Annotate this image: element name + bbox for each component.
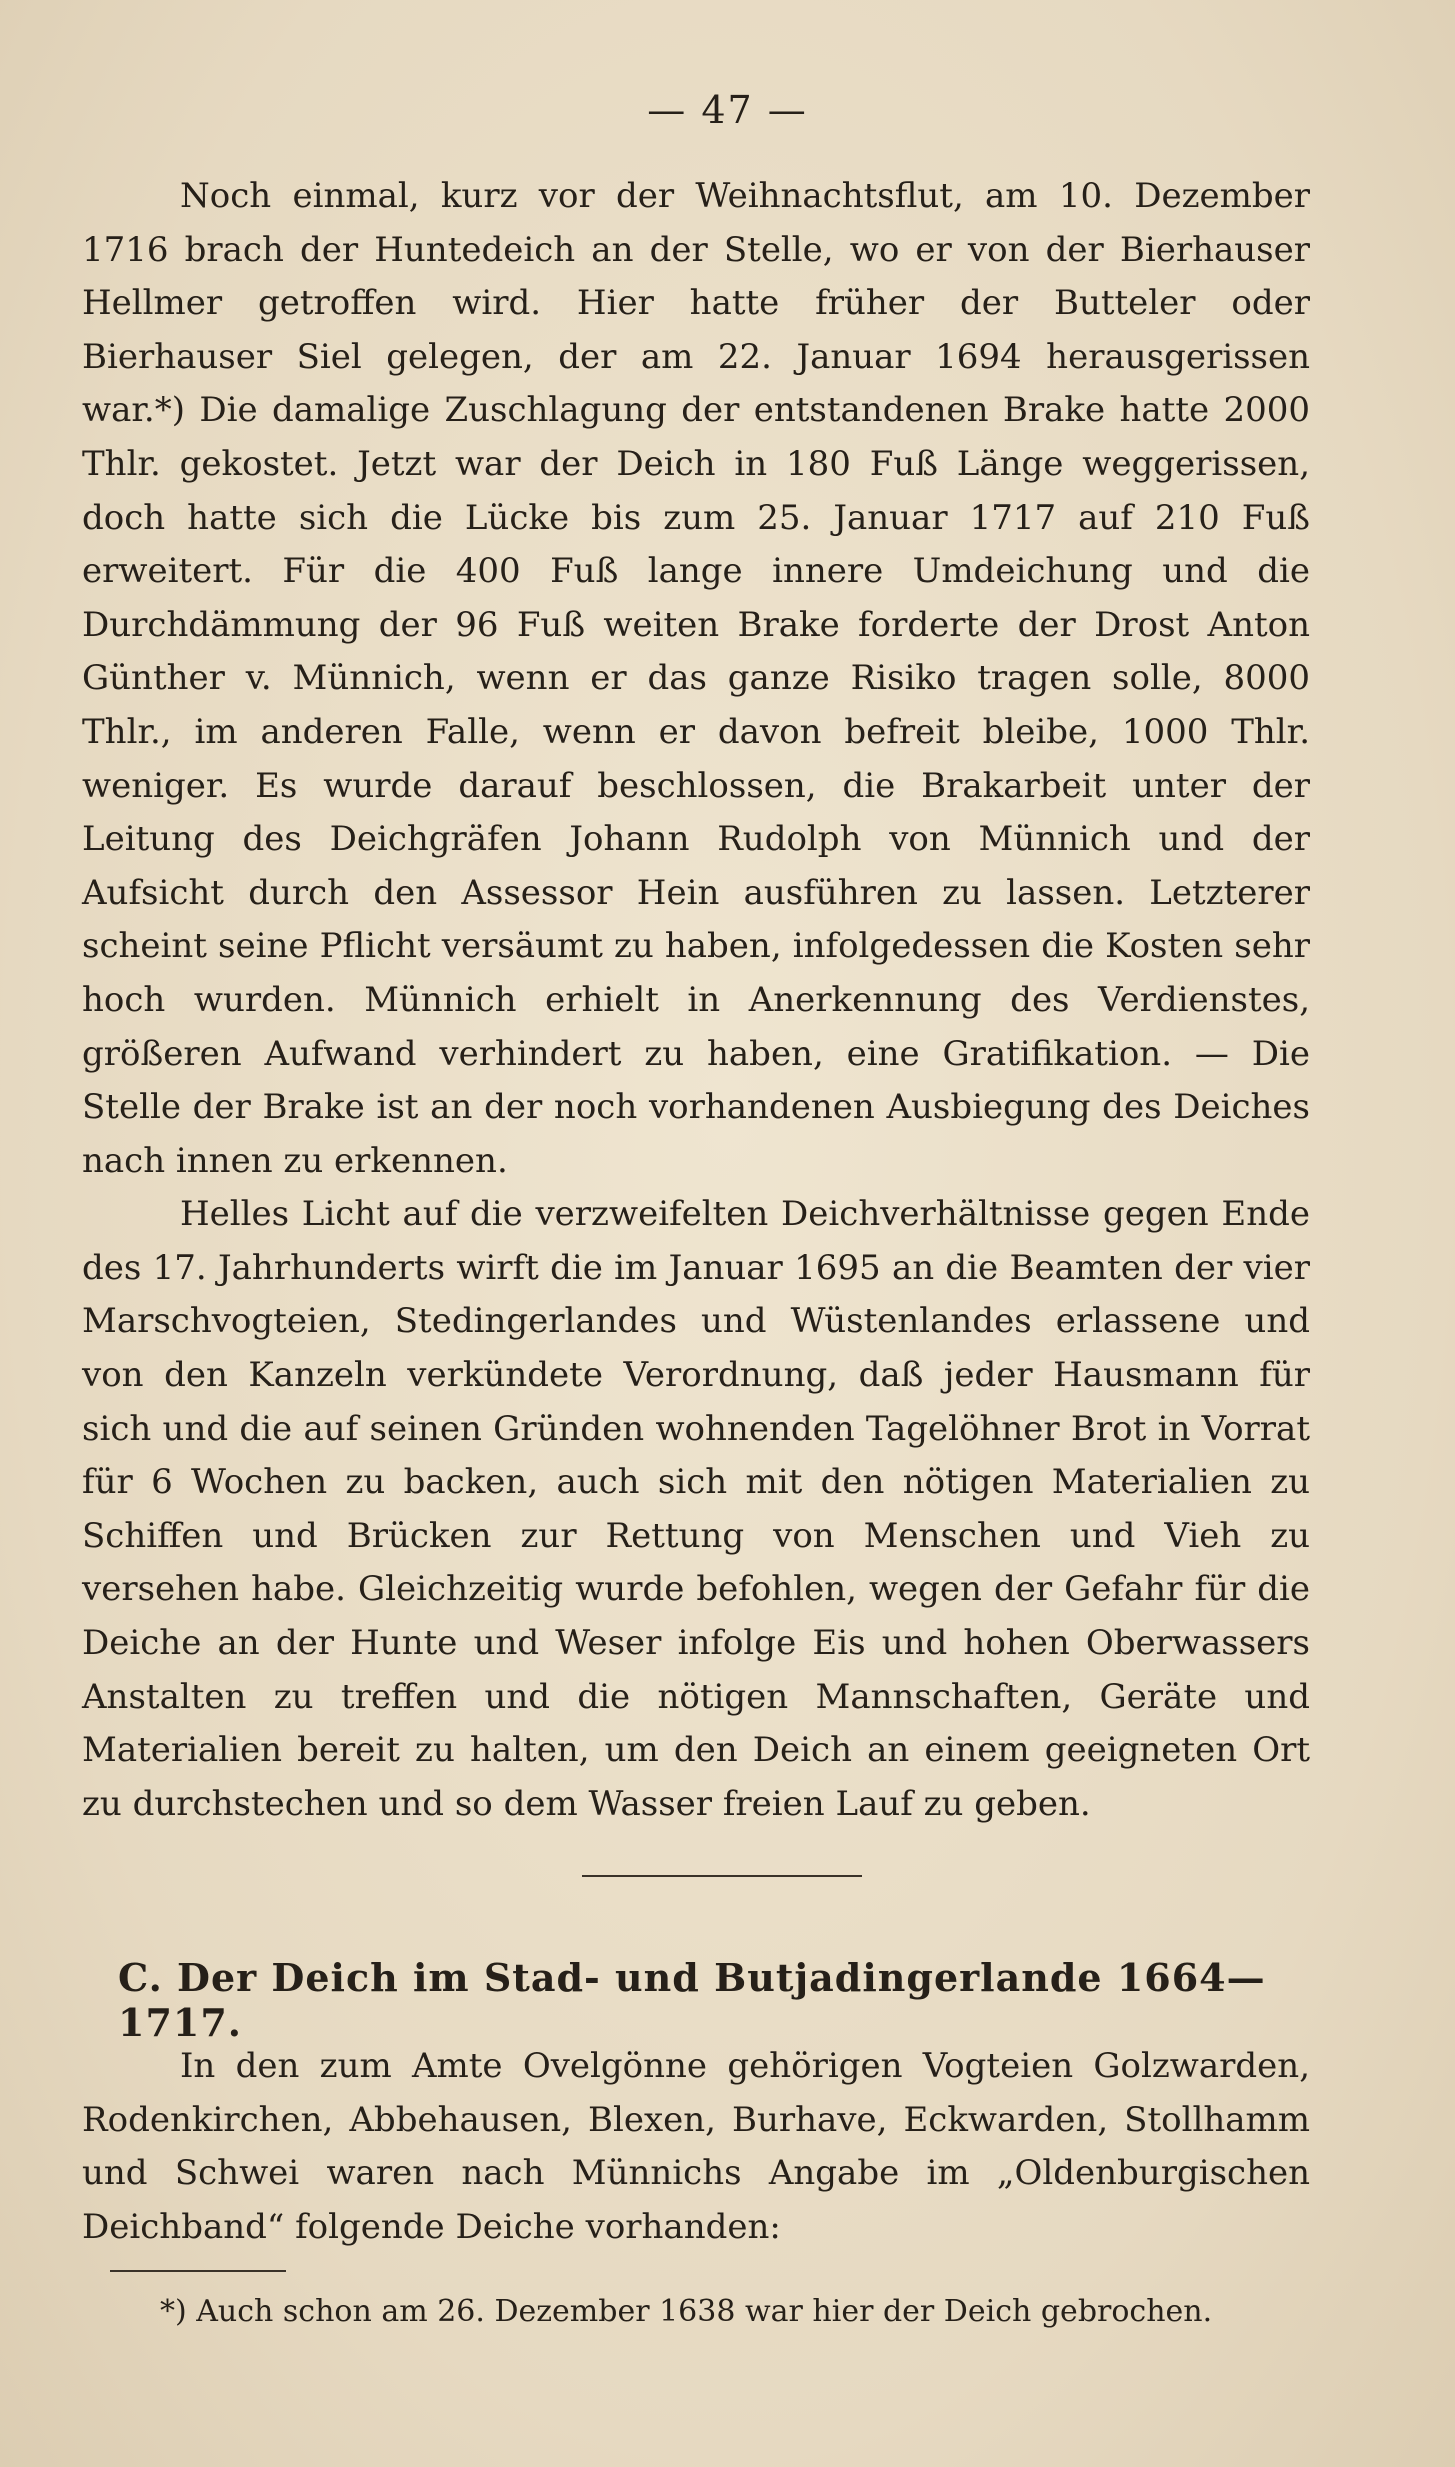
section-text: [82, 2040, 1310, 2254]
section-heading: C. Der Deich im Stad- und Butjadingerlande 1664—1717.: [118, 1955, 1266, 2045]
section-divider: [582, 1875, 862, 1877]
paragraph: Helles Licht auf die verzweifelten Deichverhältnisse gegen Ende des 17. Jahrhunderts wirft die im Januar 1695 an die Beamten der vier Marschvogteien, Stedingerlandes und Wüstenlandes erlassene und von den Kanzeln verkündete Verordnung, daß jeder Hausmann für sich und die auf seinen Gründen wohnenden Tagelöhner Brot in Vorrat für 6 Wochen zu backen, auch sich mit den nötigen Materialien zu Schiffen und Brücken zur Rettung von Menschen und Vieh zu versehen habe. Gleichzeitig wurde befohlen, wegen der Gefahr für die Deiche an der Hunte und Weser infolge Eis und hohen Oberwassers Anstalten zu treffen und die nötigen Mannschaften, Geräte und Materialien bereit zu halten, um den Deich an einem geeigneten Ort zu durchstechen und so dem Wasser freien Lauf zu geben.: [82, 1194, 1310, 1824]
footnote-divider: [110, 2270, 286, 2272]
paragraph: In den zum Amte Ovelgönne gehörigen Vogteien Golzwarden, Rodenkirchen, Abbehausen, Blexen, Burhave, Eckwarden, Stollhamm und Schwei waren nach Münnichs Angabe im „Oldenburgischen Deichband“ folgende Deiche vorhanden:: [82, 2046, 1310, 2247]
main-text: [82, 170, 1310, 1831]
page-number: — 47 —: [647, 88, 808, 132]
paragraph: Noch einmal, kurz vor der Weihnachtsflut, am 10. Dezember 1716 brach der Huntedeich an der Stelle, wo er von der Bierhauser Hellmer getroffen wird. Hier hatte früher der Butteler oder Bierhauser Siel gelegen, der am 22. Januar 1694 herausgerissen war.*) Die damalige Zuschlagung der entstandenen Brake hatte 2000 Thlr. gekostet. Jetzt war der Deich in 180 Fuß Länge weggerissen, doch hatte sich die Lücke bis zum 25. Januar 1717 auf 210 Fuß erweitert. Für die 400 Fuß lange innere Umdeichung und die Durchdämmung der 96 Fuß weiten Brake forderte der Drost Anton Günther v. Münnich, wenn er das ganze Risiko tragen solle, 8000 Thlr., im anderen Falle, wenn er davon befreit bleibe, 1000 Thlr. weniger. Es wurde darauf beschlossen, die Brakarbeit unter der Leitung des Deichgräfen Johann Rudolph von Münnich und der Aufsicht durch den Assessor Hein ausführen zu lassen. Letzterer scheint seine Pflicht versäumt zu haben, infolgedessen die Kosten sehr hoch wurden. Münnich erhielt in Anerkennung des Verdienstes, größeren Aufwand verhindert zu haben, eine Gratifikation. — Die Stelle der Brake ist an der noch vorhandenen Ausbiegung des Deiches nach innen zu erkennen.: [82, 176, 1310, 1181]
footnote: *) Auch schon am 26. Dezember 1638 war hier der Deich gebrochen.: [160, 2294, 1213, 2329]
